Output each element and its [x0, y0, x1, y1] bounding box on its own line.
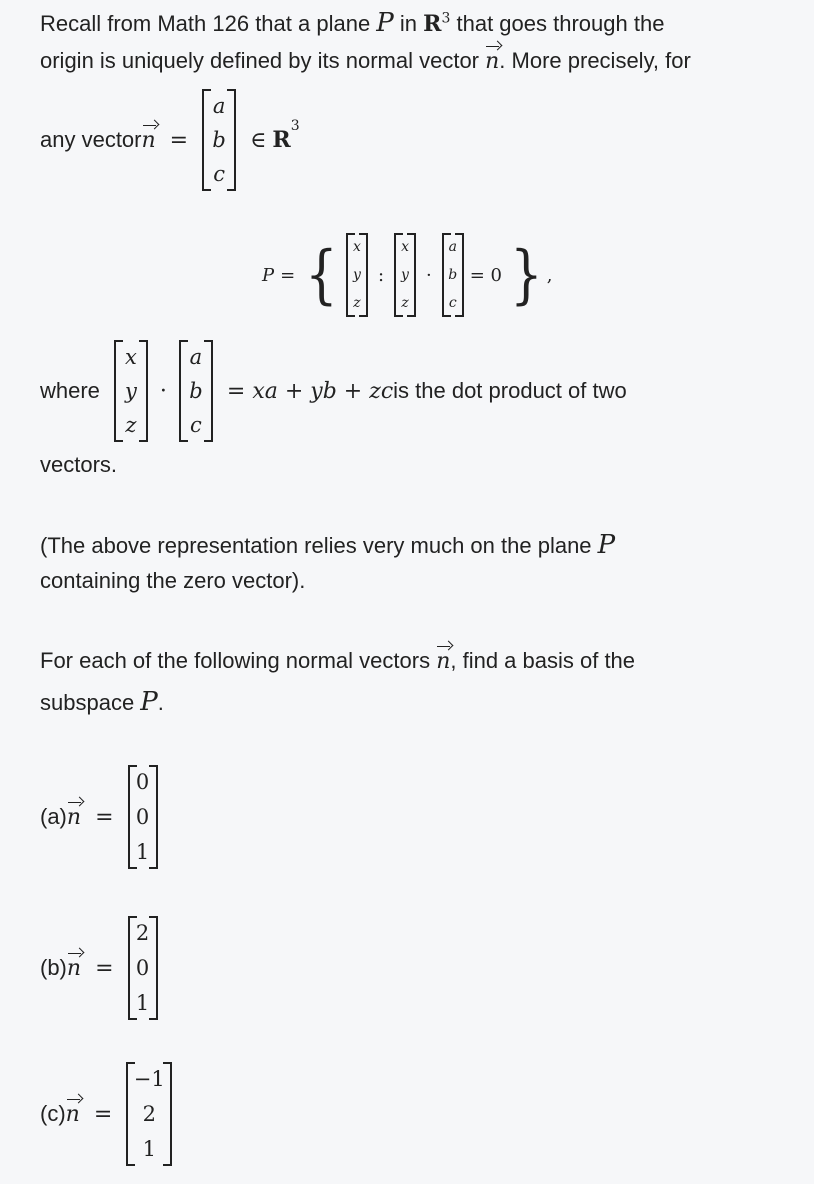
- normal-vector-symbol: n: [141, 127, 156, 153]
- vector-entry: b: [448, 267, 458, 283]
- dot-operator: ·: [159, 378, 167, 404]
- reals-symbol: R: [423, 11, 442, 37]
- part-label: (c): [40, 1101, 66, 1126]
- task-line-1: [40, 648, 635, 674]
- vector-entry: a: [189, 345, 203, 369]
- equals-sign: =: [95, 804, 114, 830]
- normal-vector-matrix: [202, 89, 236, 191]
- vector-entry: z: [353, 295, 361, 311]
- plane-symbol: P: [376, 8, 394, 38]
- vector-entry: b: [189, 379, 203, 403]
- vector-entry: z: [125, 413, 137, 437]
- plane-set-definition: [262, 228, 552, 322]
- task-text: For each of the following normal vectors: [40, 648, 437, 673]
- intro-text: in: [393, 11, 424, 36]
- plane-symbol: P: [597, 530, 616, 560]
- dot-product-formula: = xa + yb + zc: [226, 378, 394, 404]
- equals-sign: =: [93, 1101, 113, 1127]
- normal-vector-matrix: [128, 765, 158, 869]
- task-text: subspace: [40, 690, 141, 715]
- vector-entry: 1: [135, 839, 150, 864]
- note-text: (The above representation relies very much on the plane: [40, 533, 598, 558]
- part-c: [40, 1058, 172, 1170]
- vector-entry: c: [448, 295, 457, 311]
- dot-product-line: [40, 338, 627, 444]
- plane-symbol: P: [140, 687, 158, 717]
- vector-entry: y: [352, 267, 361, 283]
- set-close-brace: }: [510, 238, 543, 312]
- intro-text: . More precisely, for: [499, 48, 691, 73]
- vector-entry: 0: [135, 804, 150, 829]
- intro-line-1: [40, 8, 664, 38]
- vector-entry: b: [212, 128, 226, 152]
- vectors-text: vectors.: [40, 452, 118, 477]
- normal-vector-symbol: n: [66, 804, 82, 830]
- task-text: .: [157, 690, 164, 715]
- normal-vector-matrix: [126, 1062, 172, 1166]
- reals-symbol: R: [272, 127, 291, 153]
- normal-vector-symbol: n: [485, 49, 500, 74]
- vector-entry: a: [212, 94, 226, 118]
- vector-entry: x: [352, 239, 361, 255]
- set-open-brace: {: [305, 238, 338, 312]
- part-label: (b): [40, 955, 67, 980]
- exponent: 3: [441, 10, 451, 27]
- intro-text: origin is uniquely defined by its normal vector: [40, 48, 486, 73]
- vector-entry: 2: [142, 1101, 156, 1126]
- equals-zero: = 0: [469, 264, 503, 286]
- comma: ,: [546, 264, 553, 286]
- part-a: [40, 760, 158, 874]
- abc-vector: [442, 233, 464, 317]
- intro-line-2: [40, 48, 691, 74]
- vector-entry: 0: [135, 955, 150, 980]
- element-of-sign: ∈: [250, 127, 267, 153]
- such-that-colon: :: [377, 264, 385, 286]
- normal-vector-symbol: n: [65, 1101, 80, 1127]
- part-label: (a): [40, 804, 67, 829]
- note-line-1: [40, 530, 615, 560]
- vector-entry: z: [401, 295, 409, 311]
- plane-symbol: P: [262, 264, 275, 286]
- vector-entry: a: [448, 239, 457, 255]
- xyz-vector: [394, 233, 416, 317]
- vector-entry: 0: [135, 770, 150, 795]
- normal-vector-matrix: [128, 916, 158, 1020]
- equals-sign: =: [95, 955, 114, 981]
- abc-vector: [179, 340, 213, 442]
- vector-entry: c: [213, 162, 225, 186]
- note-line-2: containing the zero vector).: [40, 568, 306, 593]
- normal-vector-symbol: n: [66, 955, 82, 981]
- vector-entry: y: [124, 379, 137, 403]
- equals-sign: =: [169, 127, 189, 153]
- vector-entry: 2: [135, 921, 150, 946]
- any-vector-line: [40, 88, 300, 192]
- vector-entry: x: [125, 345, 137, 369]
- vector-entry: x: [401, 239, 409, 255]
- intro-text: that goes through the: [450, 11, 665, 36]
- task-text: , find a basis of the: [450, 648, 636, 673]
- xyz-vector: [114, 340, 148, 442]
- exponent: 3: [290, 118, 300, 134]
- dot-operator: ·: [426, 264, 432, 286]
- dot-product-text: is the dot product of two: [393, 378, 627, 403]
- xyz-vector: [346, 233, 368, 317]
- vector-entry: 1: [142, 1136, 156, 1161]
- equals-sign: =: [280, 264, 296, 286]
- vector-entry: 1: [135, 990, 150, 1015]
- where-text: where: [40, 378, 100, 403]
- intro-text: Recall from Math 126 that a plane: [40, 11, 377, 36]
- any-vector-text: any vector: [40, 127, 142, 152]
- task-line-2: [40, 687, 164, 717]
- normal-vector-symbol: n: [436, 649, 451, 674]
- vector-entry: y: [401, 267, 409, 283]
- vector-entry: c: [190, 413, 202, 437]
- vector-entry: −1: [133, 1067, 165, 1092]
- part-b: [40, 914, 158, 1022]
